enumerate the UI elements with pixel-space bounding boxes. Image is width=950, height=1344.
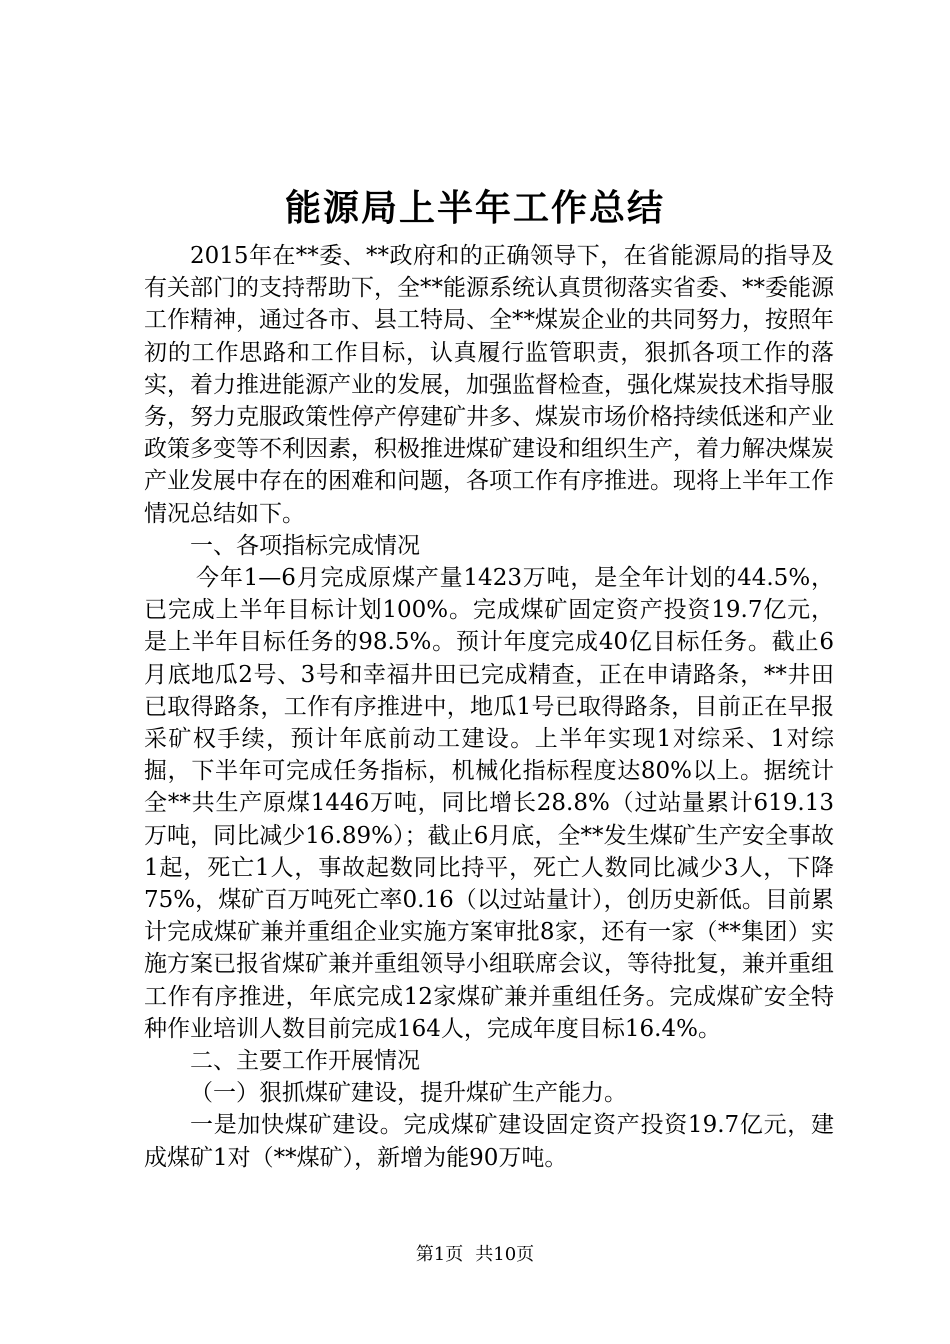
page-footer [0,1242,950,1268]
intro-paragraph: 2015年在**委、**政府和的正确领导下，在省能源局的指导及有关部门的支持帮助下，全**能源系统认真贯彻落实省委、**委能源工作精神，通过各市、县工特局、全**煤炭企业的共同努力，按照年初的工作思路和工作目标，认真履行监管职责，狠抓各项工作的落实，着力推进能源产业的发展，加强监督检查，强化煤炭技术指导服务，努力克服政策性停产停建矿井多、煤炭市场价格持续低迷和产业政策多变等不利因素，积极推进煤矿建设和组织生产，着力解决煤炭产业发展中存在的困难和问题，各项工作有序推进。现将上半年工作情况总结如下。 [144,243,834,527]
construction-paragraph: 一是加快煤矿建设。完成煤矿建设固定资产投资19.7亿元，建成煤矿1对（**煤矿），新增为能90万吨。 [144,1112,834,1171]
subsection-heading-1: （一）狠抓煤矿建设，提升煤矿生产能力。 [190,1080,627,1107]
section-heading-2: 二、主要工作开展情况 [190,1048,420,1075]
document-title: 能源局上半年工作总结 [284,187,665,229]
indicators-paragraph: 今年1—6月完成原煤产量1423万吨，是全年计划的44.5%，已完成上半年目标计划100%。完成煤矿固定资产投资19.7亿元，是上半年目标任务的98.5%。预计年度完成40亿目标任务。截止6月底地瓜2号、3号和幸福井田已完成精查，正在申请路条，**井田已取得路条，工作有序推进中，地瓜1号已取得路条，目前正在早报采矿权手续，预计年底前动工建设。上半年实现1对综采、1对综掘，下半年可完成任务指标，机械化指标程度达80%以上。据统计全**共生产原煤1446万吨，同比增长28.8%（过站量累计619.13万吨，同比减少16.89%）；截止6月底，全**发生煤矿生产安全事故1起，死亡1人，事故起数同比持平，死亡人数同比减少3人，下降75%，煤矿百万吨死亡率0.16（以过站量计），创历史新低。目前累计完成煤矿兼并重组企业实施方案审批8家，还有一家（**集团）实施方案已报省煤矿兼并重组领导小组联席会议，等待批复，兼并重组工作有序推进，年底完成12家煤矿兼并重组任务。完成煤矿安全特种作业培训人数目前完成164人，完成年度目标16.4%。 [144,565,834,1042]
document-body [144,240,834,1174]
page-number: 第1页 [415,1244,464,1265]
page-total: 共10页 [475,1244,535,1265]
section-heading-1: 一、各项指标完成情况 [190,532,420,559]
